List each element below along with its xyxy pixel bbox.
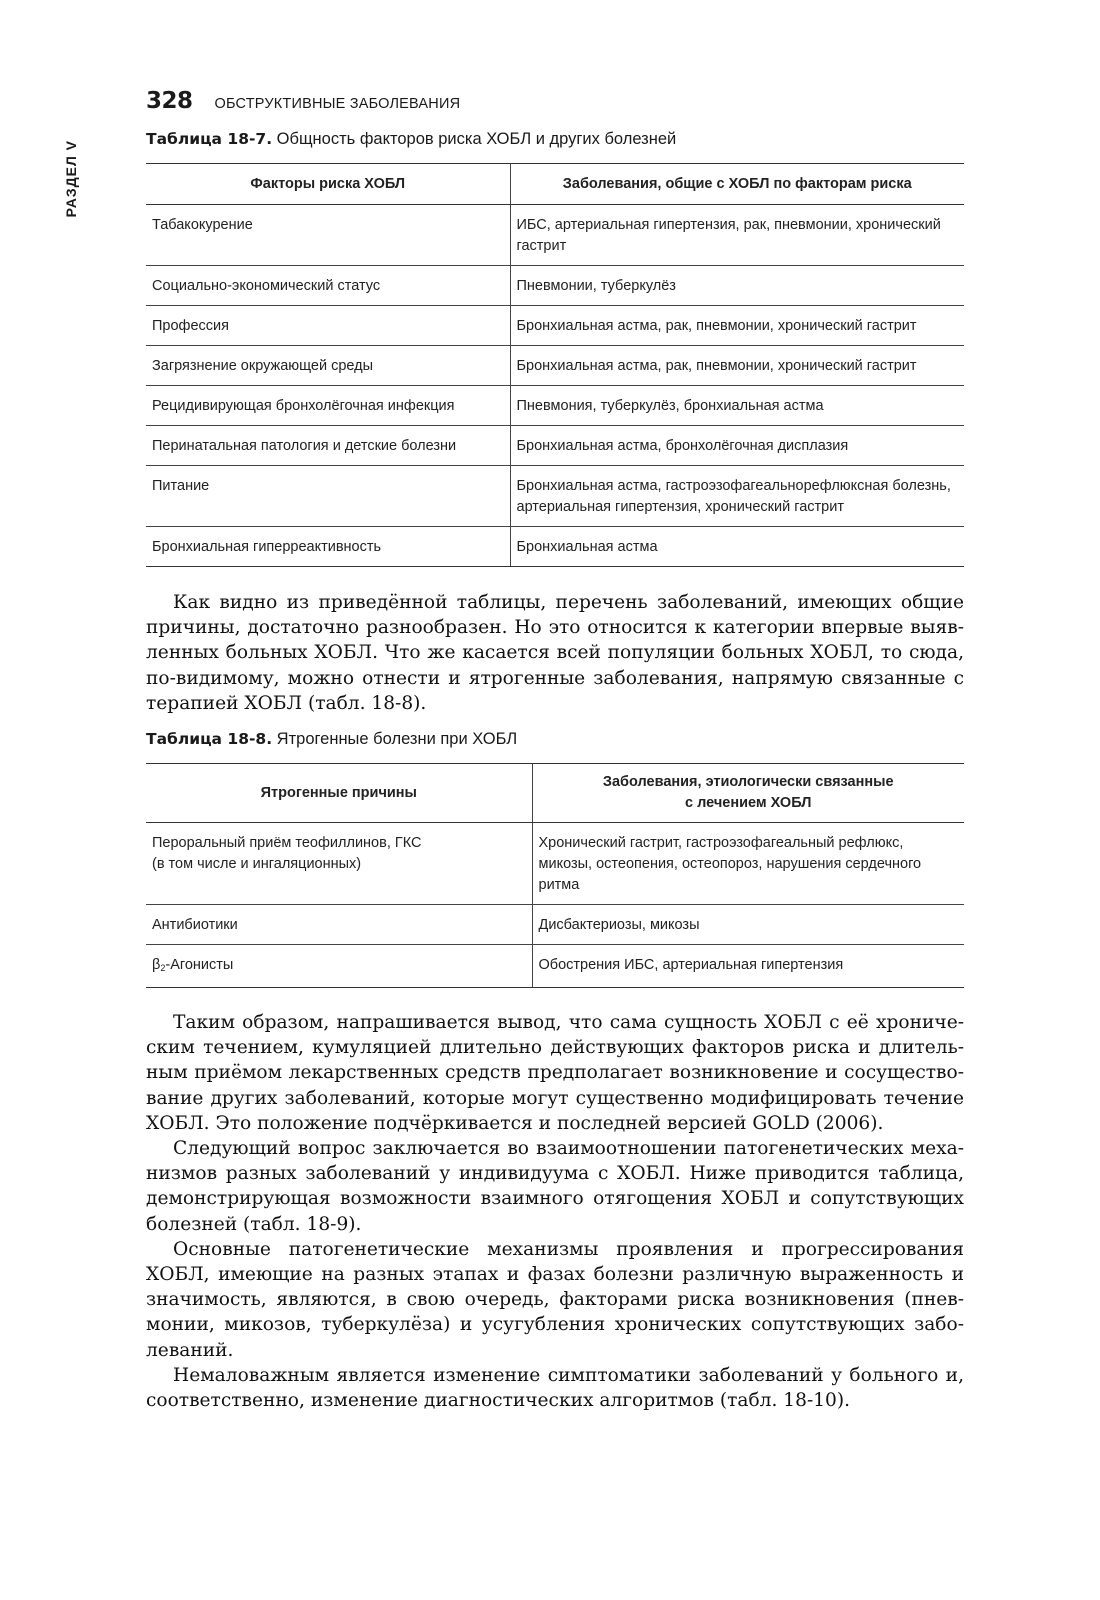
table-cell [146,823,532,905]
body-paragraph: Немаловажным является изменение симптоматики заболеваний у больного и, соответственно, изменение диагностических алгоритмов (табл. 18-10). [146,1364,964,1412]
table2-caption-label: Таблица 18-8. [146,730,273,748]
table-cell: Бронхиальная астма [510,527,964,567]
table-cell: Бронхиальная астма, рак, пневмонии, хронический гастрит [510,306,964,346]
table1-caption-label: Таблица 18-7. [146,130,273,148]
table-row [146,346,964,386]
risk-factors-table [146,163,964,567]
table-cell: Бронхиальная астма, гастроэзофагеальнорефлюксная болезнь, артериальная гипертензия, хронический гастрит [510,466,964,527]
table-cell: Бронхиальная гиперреактивность [146,527,510,567]
table-row [146,306,964,346]
beta-symbol: β [152,957,161,973]
table-cell: Антибиотики [146,905,532,945]
table1-caption-text: Общность факторов риска ХОБЛ и других болезней [272,130,677,148]
section-label: РАЗДЕЛ V [63,140,79,218]
body-paragraph-block-1 [146,590,964,716]
table2-caption [146,730,517,749]
column-header: Ятрогенные причины [146,764,532,823]
cell-line: Пероральный приём теофиллинов, ГКС [152,835,422,851]
table-cell [146,945,532,988]
table-row [146,426,964,466]
table-row [146,945,964,988]
table-cell: Перинатальная патология и детские болезни [146,426,510,466]
running-title: ОБСТРУКТИВНЫЕ ЗАБОЛЕВАНИЯ [214,96,461,112]
table-header-row [146,764,964,823]
table1-caption [146,130,676,149]
column-header: Заболевания, общие с ХОБЛ по факторам риска [510,164,964,205]
table-row [146,466,964,527]
body-paragraph-block-2 [146,1010,964,1413]
iatrogenic-table [146,763,964,988]
table-row [146,205,964,266]
table-cell: Обострения ИБС, артериальная гипертензия [532,945,964,988]
column-header-line: Заболевания, этиологически связанные [602,774,894,790]
column-header [532,764,964,823]
page-number: 328 [146,88,193,114]
table-row [146,266,964,306]
cell-text: -Агонисты [165,957,234,973]
subscript: 2 [160,963,166,973]
table-cell: Бронхиальная астма, бронхолёгочная дисплазия [510,426,964,466]
table-row [146,527,964,567]
table-cell: Профессия [146,306,510,346]
table-cell: Дисбактериозы, микозы [532,905,964,945]
table-cell: Социально-экономический статус [146,266,510,306]
column-header: Факторы риска ХОБЛ [146,164,510,205]
table-cell: Рецидивирующая бронхолёгочная инфекция [146,386,510,426]
table-row [146,386,964,426]
cell-line: (в том числе и ингаляционных) [152,856,362,872]
table-cell: Табакокурение [146,205,510,266]
table-header-row [146,164,964,205]
table-cell: Хронический гастрит, гастроэзофагеальный рефлюкс, микозы, остеопения, остеопороз, нарушения сердечного ритма [532,823,964,905]
body-paragraph: Основные патогенетические механизмы проявления и прогрессирования ХОБЛ, имеющие на разных этапах и фазах болезни различную выраженность и значимость, являются, в свою очередь, факторами риска возникновения (пневмонии, микозов, туберкулёза) и усугубления хронических сопутствующих заболеваний. [146,1238,964,1361]
table-cell: Бронхиальная астма, рак, пневмонии, хронический гастрит [510,346,964,386]
table-cell: Питание [146,466,510,527]
table-row [146,905,964,945]
table2-caption-text: Ятрогенные болезни при ХОБЛ [272,730,518,748]
page-header [146,88,460,118]
table-cell: ИБС, артериальная гипертензия, рак, пневмонии, хронический гастрит [510,205,964,266]
body-paragraph: Следующий вопрос заключается во взаимоотношении патогенетических механизмов разных заболеваний у индивидуума с ХОБЛ. Ниже приводится таблица, демонстрирующая возможности взаимного отягощения ХОБЛ и сопутствующих болезней (табл. 18-9). [146,1138,964,1235]
column-header-line: с лечением ХОБЛ [685,795,812,811]
body-paragraph: Таким образом, напрашивается вывод, что сама сущность ХОБЛ с её хроническим течением, кумуляцией длительно действующих факторов риска и длительным приёмом лекарственных средств предполагает возникновение и сосуществование других заболеваний, которые могут существенно модифицировать течение ХОБЛ. Это положение подчёркивается и последней версией GOLD (2006). [146,1012,964,1134]
table-row [146,823,964,905]
body-paragraph: Как видно из приведённой таблицы, перечень заболеваний, имеющих общие причины, достаточно разнообразен. Но это относится к категории впервые выявленных больных ХОБЛ. Что же касается всей популяции больных ХОБЛ, то сюда, по-видимому, можно отнести и ятрогенные заболевания, напрямую связанные с терапией ХОБЛ (табл. 18-8). [146,592,964,714]
table-cell: Загрязнение окружающей среды [146,346,510,386]
table-cell: Пневмония, туберкулёз, бронхиальная астма [510,386,964,426]
table-cell: Пневмонии, туберкулёз [510,266,964,306]
